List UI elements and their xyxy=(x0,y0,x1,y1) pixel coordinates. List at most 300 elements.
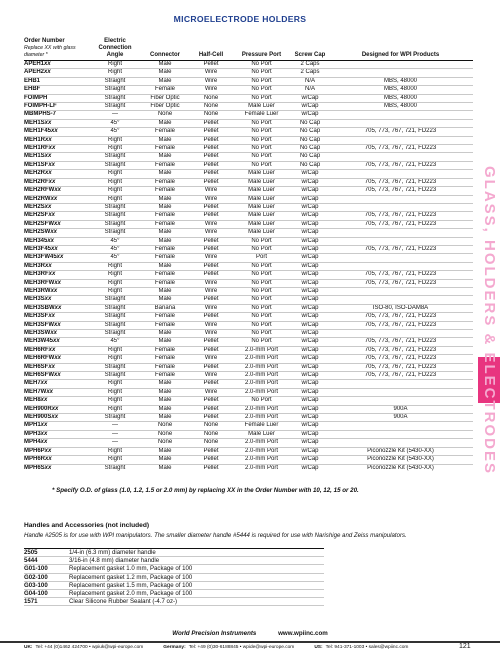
table-cell: w/Cap xyxy=(292,178,328,186)
table-cell xyxy=(328,388,473,396)
table-cell: Right xyxy=(91,178,139,186)
table-row xyxy=(24,346,473,354)
table-row xyxy=(24,245,473,253)
table-cell: Pellet xyxy=(191,153,231,161)
table-cell: 45° xyxy=(91,245,139,253)
table-row xyxy=(24,279,473,287)
table-cell: None xyxy=(139,430,191,438)
table-cell: No Port xyxy=(231,287,292,295)
table-cell: Pellet xyxy=(191,237,231,245)
table-cell: Male xyxy=(139,69,191,77)
table-cell: Female xyxy=(139,355,191,363)
table-cell: Right xyxy=(91,170,139,178)
table-cell: w/Cap xyxy=(292,195,328,203)
table-cell: Straight xyxy=(91,363,139,371)
table-cell: w/Cap xyxy=(292,245,328,253)
table-cell: Pellet xyxy=(191,161,231,169)
table-cell: MBS, 48000 xyxy=(328,94,473,102)
table-cell: Straight xyxy=(91,414,139,422)
table-cell: No Port xyxy=(231,330,292,338)
table-cell: 705, 773, 767, 721, FD223 xyxy=(328,145,473,153)
table-cell: MBS, 48000 xyxy=(328,103,473,111)
table-cell xyxy=(328,397,473,405)
table-cell: 45° xyxy=(91,254,139,262)
table-cell xyxy=(328,254,473,262)
table-cell: Male xyxy=(139,153,191,161)
table-cell: Straight xyxy=(91,330,139,338)
table-cell xyxy=(328,422,473,430)
footer-brand xyxy=(0,630,500,637)
footer-contact-region: UK: xyxy=(24,645,33,650)
table-cell: w/Cap xyxy=(292,372,328,380)
table-row xyxy=(24,355,473,363)
table-cell: Right xyxy=(91,397,139,405)
table-cell: Pellet xyxy=(191,380,231,388)
table-cell xyxy=(328,296,473,304)
table-cell: w/Cap xyxy=(292,187,328,195)
table-cell: Female xyxy=(139,254,191,262)
table-cell: Female xyxy=(139,220,191,228)
order-number-cell: MEH7Wxx xyxy=(24,388,91,396)
table-cell: Male xyxy=(139,330,191,338)
table-row xyxy=(24,229,473,237)
table-cell: Straight xyxy=(91,304,139,312)
table-cell: 705, 773, 767, 721, FD223 xyxy=(328,161,473,169)
table-cell: Wire xyxy=(191,355,231,363)
table-cell: Right xyxy=(91,405,139,413)
table-cell: Pellet xyxy=(191,447,231,455)
table-row xyxy=(24,405,473,413)
table-cell: w/Cap xyxy=(292,296,328,304)
table-cell xyxy=(328,203,473,211)
section-side-tab xyxy=(478,166,500,586)
table-cell xyxy=(328,287,473,295)
table-cell: Female xyxy=(139,279,191,287)
table-cell: Piconozzle Kit (5430-XX) xyxy=(328,447,473,455)
table-cell: Straight xyxy=(91,203,139,211)
table-row xyxy=(24,220,473,228)
order-number-cell: MEH3RFxx xyxy=(24,271,91,279)
table-cell: 705, 773, 767, 721, FD223 xyxy=(328,271,473,279)
table-cell: Male xyxy=(139,229,191,237)
table-cell: 2.0-mm Port xyxy=(231,456,292,464)
table-cell: No Port xyxy=(231,86,292,94)
table-cell: Male Luer xyxy=(231,212,292,220)
table-cell: 2.0-mm Port xyxy=(231,405,292,413)
table-cell: No Port xyxy=(231,237,292,245)
column-header: Pressure Port xyxy=(231,38,292,61)
table-cell xyxy=(328,430,473,438)
order-number-cell: MEH3RWxx xyxy=(24,287,91,295)
accessory-row xyxy=(24,549,324,557)
table-row xyxy=(24,111,473,119)
table-cell: w/Cap xyxy=(292,212,328,220)
order-number-cell: MEH345xx xyxy=(24,237,91,245)
table-cell: Female xyxy=(139,86,191,94)
accessory-row xyxy=(24,573,324,581)
accessory-code: G04-100 xyxy=(24,590,69,598)
table-cell: Wire xyxy=(191,321,231,329)
table-cell: 2.0-mm Port xyxy=(231,372,292,380)
table-row xyxy=(24,330,473,338)
table-cell: 2.0-mm Port xyxy=(231,414,292,422)
order-number-cell: MEH2RFxx xyxy=(24,178,91,186)
table-cell: No Port xyxy=(231,77,292,85)
column-header: Order Number Replace XX with glass diameter * xyxy=(24,38,91,61)
table-cell xyxy=(328,195,473,203)
table-row xyxy=(24,178,473,186)
table-cell: Male Luer xyxy=(231,170,292,178)
table-cell: Male xyxy=(139,237,191,245)
table-cell: Female xyxy=(139,161,191,169)
column-header: Half-Cell xyxy=(191,38,231,61)
order-number-cell: MEH6RFWxx xyxy=(24,355,91,363)
table-row xyxy=(24,262,473,270)
table-cell: — xyxy=(91,111,139,119)
table-cell: 45° xyxy=(91,237,139,245)
table-row xyxy=(24,321,473,329)
table-cell xyxy=(328,153,473,161)
table-row xyxy=(24,372,473,380)
table-cell: No Port xyxy=(231,245,292,253)
table-cell: No Cap xyxy=(292,161,328,169)
table-cell: Female xyxy=(139,212,191,220)
table-row xyxy=(24,212,473,220)
table-cell: Female xyxy=(139,178,191,186)
table-cell: Right xyxy=(91,195,139,203)
table-cell: 2.0-mm Port xyxy=(231,447,292,455)
table-cell: None xyxy=(191,430,231,438)
order-number-cell: MEH3SBWxx xyxy=(24,304,91,312)
table-cell: No Port xyxy=(231,69,292,77)
table-row xyxy=(24,380,473,388)
accessory-row xyxy=(24,598,324,606)
column-header: Electric Connection Angle xyxy=(91,38,139,61)
table-row xyxy=(24,338,473,346)
order-number-cell: MEH3RFWxx xyxy=(24,279,91,287)
accessory-code: 5444 xyxy=(24,557,69,565)
table-cell: Pellet xyxy=(191,145,231,153)
table-row xyxy=(24,119,473,127)
table-cell: w/Cap xyxy=(292,287,328,295)
page-number: 121 xyxy=(459,643,471,650)
table-cell: Straight xyxy=(91,464,139,472)
table-cell: Male xyxy=(139,447,191,455)
table-row xyxy=(24,237,473,245)
order-number-cell: MEH3W45xx xyxy=(24,338,91,346)
table-cell: w/Cap xyxy=(292,355,328,363)
order-number-cell: APEH2xx xyxy=(24,69,91,77)
table-cell: MBS, 48000 xyxy=(328,86,473,94)
table-cell: w/Cap xyxy=(292,111,328,119)
order-number-cell: FOIMPH xyxy=(24,94,91,102)
accessory-description: Replacement gasket 1.0 mm, Package of 100 xyxy=(69,565,324,573)
accessory-code: G03-100 xyxy=(24,581,69,589)
table-cell: 2.0-mm Port xyxy=(231,439,292,447)
table-cell: Right xyxy=(91,287,139,295)
table-cell: Fiber Optic xyxy=(139,94,191,102)
table-cell: 705, 773, 767, 721, FD223 xyxy=(328,346,473,354)
table-cell: Pellet xyxy=(191,61,231,69)
footer-contact-region: US: xyxy=(314,645,323,650)
table-cell: w/Cap xyxy=(292,170,328,178)
table-row xyxy=(24,388,473,396)
accessory-code: G01-100 xyxy=(24,565,69,573)
table-row xyxy=(24,296,473,304)
table-cell: w/Cap xyxy=(292,237,328,245)
footer-contact-details: Tel: +49 (0)30-6188845 • wpide@wpi-europe.com xyxy=(188,645,295,650)
order-number-cell: MEH3SWxx xyxy=(24,330,91,338)
table-cell: Right xyxy=(91,456,139,464)
table-cell: No Port xyxy=(231,128,292,136)
table-cell: No Port xyxy=(231,296,292,304)
table-cell: Female Luer xyxy=(231,111,292,119)
table-cell: Pellet xyxy=(191,363,231,371)
table-cell: Wire xyxy=(191,86,231,94)
table-cell: w/Cap xyxy=(292,388,328,396)
table-cell: 705, 773, 767, 721, FD223 xyxy=(328,178,473,186)
table-row xyxy=(24,103,473,111)
table-cell: ISO-80, ISO-DAM8A xyxy=(328,304,473,312)
table-cell xyxy=(328,380,473,388)
table-row xyxy=(24,397,473,405)
table-cell: Right xyxy=(91,388,139,396)
footer-website-link[interactable]: www.wpiinc.com xyxy=(278,630,328,637)
accessories-table xyxy=(24,548,324,606)
table-cell: None xyxy=(139,111,191,119)
table-cell: No Cap xyxy=(292,136,328,144)
table-cell: Male xyxy=(139,456,191,464)
table-cell: No Port xyxy=(231,161,292,169)
accessories-title: Handles and Accessories (not included) xyxy=(24,522,150,529)
accessory-description: 3/16-in (4.8 mm) diameter handle xyxy=(69,557,324,565)
column-header: Designed for WPI Products xyxy=(328,38,473,61)
accessories-note: Handle #2505 is for use with WPI manipulators. The smaller diameter handle #5444 is required for use with Narishige and Zeiss manipulators. xyxy=(24,532,407,539)
table-cell: Straight xyxy=(91,372,139,380)
table-cell: 705, 773, 767, 721, FD223 xyxy=(328,187,473,195)
table-cell: Female xyxy=(139,346,191,354)
table-cell: None xyxy=(139,422,191,430)
column-header: Connector xyxy=(139,38,191,61)
table-cell: Male xyxy=(139,195,191,203)
table-cell: No Port xyxy=(231,61,292,69)
order-number-cell: MPH4xx xyxy=(24,439,91,447)
footer-contacts xyxy=(24,645,454,650)
table-cell: 45° xyxy=(91,338,139,346)
table-cell: Male xyxy=(139,61,191,69)
table-row xyxy=(24,153,473,161)
table-cell: w/Cap xyxy=(292,380,328,388)
column-header-subtitle: Replace XX with glass diameter * xyxy=(24,45,76,58)
table-cell: Wire xyxy=(191,187,231,195)
table-cell xyxy=(328,330,473,338)
table-cell: Pellet xyxy=(191,464,231,472)
table-cell: Pellet xyxy=(191,119,231,127)
table-cell: 900A xyxy=(328,414,473,422)
table-row xyxy=(24,161,473,169)
table-cell: Piconozzle Kit (5430-XX) xyxy=(328,464,473,472)
order-number-cell: MEH6SFWxx xyxy=(24,372,91,380)
table-cell: 705, 773, 767, 721, FD223 xyxy=(328,128,473,136)
footer-contact-details: Tel: +44 (0)1462 424700 • wpiuk@wpi-europe.com xyxy=(35,645,144,650)
table-cell: 2 Caps xyxy=(292,69,328,77)
table-cell xyxy=(328,119,473,127)
table-cell: 2.0-mm Port xyxy=(231,355,292,363)
table-cell: None xyxy=(191,94,231,102)
table-cell: None xyxy=(191,103,231,111)
table-row xyxy=(24,456,473,464)
order-number-cell: MEH2RWxx xyxy=(24,195,91,203)
order-number-cell: MEH900Rxx xyxy=(24,405,91,413)
footer-divider xyxy=(0,641,500,643)
table-cell: Pellet xyxy=(191,397,231,405)
table-cell: Male xyxy=(139,414,191,422)
table-cell: Male xyxy=(139,136,191,144)
table-cell: w/Cap xyxy=(292,94,328,102)
table-cell: MBS, 48000 xyxy=(328,77,473,85)
table-cell: Pellet xyxy=(191,296,231,304)
table-cell: Pellet xyxy=(191,170,231,178)
table-cell: Male Luer xyxy=(231,229,292,237)
order-number-cell: EHBF xyxy=(24,86,91,94)
table-cell: Banana xyxy=(139,304,191,312)
table-cell: 705, 773, 767, 721, FD223 xyxy=(328,212,473,220)
table-cell: Right xyxy=(91,380,139,388)
table-cell: Straight xyxy=(91,296,139,304)
table-cell: Female xyxy=(139,363,191,371)
table-header-row xyxy=(24,38,473,61)
table-cell xyxy=(328,61,473,69)
table-cell: Wire xyxy=(191,220,231,228)
table-cell: No Cap xyxy=(292,145,328,153)
order-number-cell: MEH2SFWxx xyxy=(24,220,91,228)
accessory-description: Replacement gasket 1.5 mm, Package of 100 xyxy=(69,581,324,589)
table-cell: No Port xyxy=(231,338,292,346)
table-cell: w/Cap xyxy=(292,279,328,287)
table-row xyxy=(24,304,473,312)
order-number-cell: MEH6RFxx xyxy=(24,346,91,354)
table-cell: Male Luer xyxy=(231,178,292,186)
order-number-cell: MBMPHS-7 xyxy=(24,111,91,119)
table-cell: 2.0-mm Port xyxy=(231,388,292,396)
table-cell: Wire xyxy=(191,254,231,262)
table-cell: — xyxy=(91,439,139,447)
accessory-row xyxy=(24,590,324,598)
table-cell: Male xyxy=(139,262,191,270)
table-cell: w/Cap xyxy=(292,456,328,464)
order-number-cell: APEH1xx xyxy=(24,61,91,69)
accessory-description: Replacement gasket 2.0 mm, Package of 100 xyxy=(69,590,324,598)
order-number-cell: MEH1Sxx xyxy=(24,153,91,161)
table-cell: 705, 773, 767, 721, FD223 xyxy=(328,313,473,321)
table-cell: w/Cap xyxy=(292,346,328,354)
order-number-cell: MPH3xx xyxy=(24,430,91,438)
table-row xyxy=(24,464,473,472)
table-cell: 705, 773, 767, 721, FD223 xyxy=(328,220,473,228)
table-cell: w/Cap xyxy=(292,422,328,430)
order-number-cell: MEH2Sxx xyxy=(24,203,91,211)
table-cell: Wire xyxy=(191,229,231,237)
table-cell xyxy=(328,170,473,178)
table-cell: w/Cap xyxy=(292,439,328,447)
order-number-cell: MEH1F45xx xyxy=(24,128,91,136)
table-cell: Male xyxy=(139,380,191,388)
table-cell xyxy=(328,262,473,270)
table-row xyxy=(24,136,473,144)
table-cell: No Port xyxy=(231,313,292,321)
accessory-description: 1/4-in (6.3 mm) diameter handle xyxy=(69,549,324,557)
table-cell: Male xyxy=(139,77,191,85)
table-cell: w/Cap xyxy=(292,397,328,405)
table-cell: Pellet xyxy=(191,245,231,253)
table-cell: w/Cap xyxy=(292,271,328,279)
accessory-row xyxy=(24,581,324,589)
table-cell: No Cap xyxy=(292,119,328,127)
table-cell: Right xyxy=(91,279,139,287)
table-cell: w/Cap xyxy=(292,338,328,346)
table-cell: No Port xyxy=(231,262,292,270)
table-cell: 2.0-mm Port xyxy=(231,380,292,388)
table-cell: Straight xyxy=(91,220,139,228)
table-cell: Pellet xyxy=(191,456,231,464)
table-cell: w/Cap xyxy=(292,321,328,329)
table-cell: Right xyxy=(91,262,139,270)
table-cell: Male Luer xyxy=(231,430,292,438)
table-row xyxy=(24,430,473,438)
table-row xyxy=(24,69,473,77)
table-cell: No Port xyxy=(231,145,292,153)
table-row xyxy=(24,195,473,203)
accessory-code: G02-100 xyxy=(24,573,69,581)
table-cell: Right xyxy=(91,136,139,144)
order-number-cell: MEH3F45xx xyxy=(24,245,91,253)
table-cell xyxy=(328,136,473,144)
table-cell: w/Cap xyxy=(292,103,328,111)
table-cell: Male Luer xyxy=(231,195,292,203)
table-cell: Right xyxy=(91,187,139,195)
footer-contact xyxy=(163,645,304,650)
table-cell: Wire xyxy=(191,388,231,396)
table-cell: Wire xyxy=(191,372,231,380)
table-cell: 45° xyxy=(91,128,139,136)
table-row xyxy=(24,170,473,178)
table-row xyxy=(24,254,473,262)
table-row xyxy=(24,128,473,136)
accessory-description: Clear Silicone Rubber Sealant (-4.7 oz-) xyxy=(69,598,324,606)
table-cell: w/Cap xyxy=(292,262,328,270)
table-cell: Male Luer xyxy=(231,187,292,195)
table-cell: No Cap xyxy=(292,128,328,136)
table-cell: 705, 773, 767, 721, FD223 xyxy=(328,363,473,371)
footer-contact-region: Germany: xyxy=(163,645,186,650)
order-number-cell: MPH6Rxx xyxy=(24,456,91,464)
table-row xyxy=(24,86,473,94)
table-cell: Right xyxy=(91,346,139,354)
order-number-cell: MEH7xx xyxy=(24,380,91,388)
table-cell: Right xyxy=(91,355,139,363)
order-number-cell: MEH2RFWxx xyxy=(24,187,91,195)
order-number-cell: MEH2SWxx xyxy=(24,229,91,237)
footer-contact-details: Tel: 941-371-1003 • sales@wpiinc.com xyxy=(325,645,409,650)
table-row xyxy=(24,363,473,371)
table-cell: Piconozzle Kit (5430-XX) xyxy=(328,456,473,464)
table-cell: Female xyxy=(139,313,191,321)
table-cell: w/Cap xyxy=(292,330,328,338)
table-cell: Female xyxy=(139,245,191,253)
table-cell: 705, 773, 767, 721, FD223 xyxy=(328,338,473,346)
table-cell: 2.0-mm Port xyxy=(231,346,292,354)
table-cell: None xyxy=(191,111,231,119)
